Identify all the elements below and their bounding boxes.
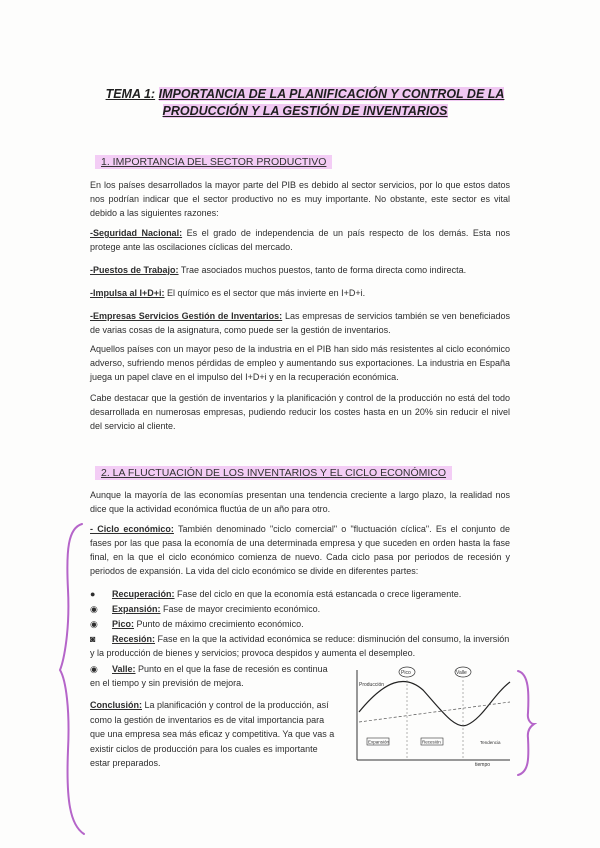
conclusion-label: Conclusión: — [90, 700, 142, 710]
conclusion-text: La planificación y control de la producción, así como la gestión de inventarios es de vital importancia para que una empresa sea más eficaz y competitiva. Ya que vas a existir ciclos de producción para los cuales es importante estar preparados. — [90, 700, 335, 768]
phase-text: Fase en la que la actividad económica se reduce: disminución del consumo, la inversión y la producción de bienes y servicios; provoca despidos y aumenta el desempleo. — [90, 634, 510, 658]
title-prefix: TEMA 1: — [105, 87, 156, 101]
section-1-heading: 1. IMPORTANCIA DEL SECTOR PRODUCTIVO — [95, 155, 332, 169]
reason-text: Trae asociados muchos puestos, tanto de forma directa como indirecta. — [178, 265, 467, 275]
expansion-box-label: Expansión — [368, 739, 390, 745]
phase-recesion — [90, 632, 515, 660]
business-cycle-diagram — [345, 660, 515, 770]
reason-label: -Puestos de Trabajo: — [90, 265, 179, 275]
y-axis-label: Producción — [359, 682, 385, 688]
phase-label: Recesión: — [112, 634, 156, 644]
left-brace-mark — [58, 520, 88, 840]
page-title — [90, 86, 520, 120]
ciclo-text: También denominado "ciclo comercial" o "fluctuación cíclica". Es el conjunto de fases por las que pasa la economía de una determinada empresa y que suceden en orden hasta la fase final, en la que el ciclo económico comienza de nuevo. Cada ciclo pasa por periodos de recesión y periodos de expansión. La vida del ciclo económico se divide en diferentes partes: — [90, 524, 511, 576]
section-1-para-3: Cabe destacar que la gestión de inventarios y la planificación y control de la producción no está del todo desarrollada en numerosas empresas, pudiendo reducir los costes hasta en un 20% sin reducir el nivel del servicio al cliente. — [90, 393, 510, 431]
phase-recuperacion — [90, 587, 515, 601]
conclusion — [90, 698, 340, 771]
phase-text: Punto de máximo crecimiento económico. — [134, 619, 304, 629]
peak-label: Pico — [401, 670, 411, 676]
reason-text: El químico es el sector que más invierte en I+D+i. — [164, 288, 366, 298]
valley-label: Valle — [456, 670, 467, 676]
bullet-icon: ◙ — [90, 634, 96, 644]
reason-text: Las empresas de servicios también se ven beneficiados de varias cosas de la asignatura, como puede ser la gestión de inventarios. — [90, 311, 510, 335]
bullet-icon: ◉ — [90, 604, 98, 614]
bullet-icon: ● — [90, 589, 96, 599]
reason-label: -Seguridad Nacional: — [90, 228, 183, 238]
reason-label: -Impulsa al I+D+i: — [90, 288, 165, 298]
x-axis-label: tiempo — [475, 762, 491, 768]
reason-empresas — [90, 309, 510, 337]
section-2-heading: 2. LA FLUCTUACIÓN DE LOS INVENTARIOS Y EL CICLO ECONÓMICO — [95, 466, 452, 480]
bullet-icon: ◉ — [90, 619, 98, 629]
reason-label: -Empresas Servicios Gestión de Inventarios: — [90, 311, 283, 321]
reason-text: Es el grado de independencia de un país respecto de los demás. Esta nos protege ante las oscilaciones cíclicas del mercado. — [90, 228, 511, 252]
phase-valle — [90, 662, 340, 690]
reason-puestos — [90, 263, 510, 277]
phase-text: Fase de mayor crecimiento económico. — [160, 604, 321, 614]
phase-text: Punto en el que la fase de recesión es continua en el tiempo y sin previsión de mejora. — [90, 664, 328, 688]
section-1-intro: En los países desarrollados la mayor parte del PIB es debido al sector servicios, por lo que estos datos nos podrían indicar que el sector productivo no es muy importante. No obstante, este sector es vital debido a las siguientes razones: — [90, 180, 510, 218]
phase-expansion — [90, 602, 515, 616]
bullet-icon: ◉ — [90, 664, 98, 674]
phase-text: Fase del ciclo en que la economía está estancada o crece ligeramente. — [174, 589, 462, 599]
title-line-2: PRODUCCIÓN Y LA GESTIÓN DE INVENTARIOS — [162, 104, 448, 118]
right-brace-mark — [515, 668, 537, 778]
ciclo-label: - Ciclo económico: — [90, 524, 174, 534]
phase-label: Expansión: — [112, 604, 161, 614]
trend-label: Tendencia — [480, 740, 501, 745]
reason-impulsa — [90, 286, 510, 300]
phase-label: Recuperación: — [112, 589, 175, 599]
phase-label: Pico: — [112, 619, 135, 629]
phase-label: Valle: — [112, 664, 136, 674]
trend-line — [359, 702, 510, 722]
recession-box-label: Recesión — [422, 739, 441, 745]
section-1-para-2: Aquellos países con un mayor peso de la industria en el PIB han sido más resistentes al ciclo económico adverso, sufriendo menos pérdidas de empleo y aumentando sus exportaciones. La industria en España juega un papel clave en el impulso del I+D+i y en la recuperación económica. — [90, 344, 510, 382]
ciclo-economico — [90, 522, 510, 578]
section-2-intro: Aunque la mayoría de las economías presentan una tendencia creciente a largo plazo, la realidad nos dice que la actividad económica fluctúa de un año para otro. — [90, 490, 510, 514]
phase-pico — [90, 617, 515, 631]
title-line-1: IMPORTANCIA DE LA PLANIFICACIÓN Y CONTROL DE LA — [158, 87, 505, 101]
reason-seguridad — [90, 226, 510, 254]
